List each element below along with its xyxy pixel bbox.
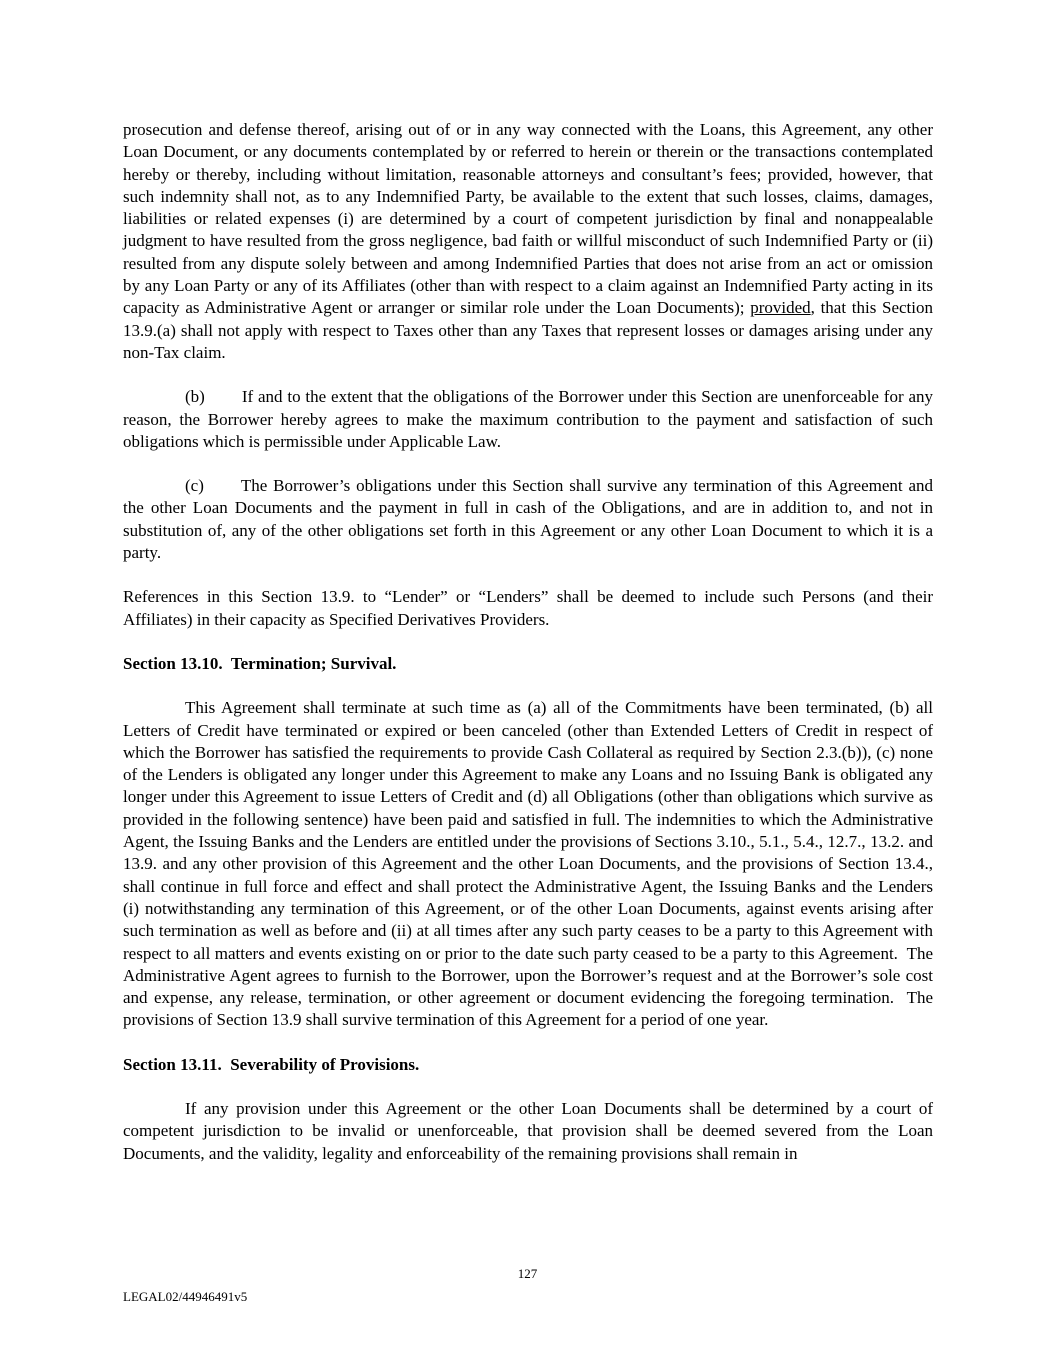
document-id-footer: LEGAL02/44946491v5 xyxy=(123,1289,248,1304)
paragraph-b-text: If and to the extent that the obligations of the Borrower under this Section are unenforceable for any reason, the Borrower hereby agrees to make the maximum contribution to the payment and satisfaction of such obligations which is permissible under Applicable Law. xyxy=(123,387,933,451)
section-heading-13-11: Section 13.11. Severability of Provisions. xyxy=(123,1054,420,1074)
page-content xyxy=(123,119,933,1187)
paragraph-c-label: (c) xyxy=(185,476,204,496)
paragraph-c xyxy=(123,475,933,564)
paragraph-c-text: The Borrower’s obligations under this Section shall survive any termination of this Agreement and the other Loan Documents and the payment in full in cash of the Obligations, and are in addition to, and not in substitution of, any of the other obligations set forth in this Agreement or any other Loan Document to which it is a party. xyxy=(123,476,933,563)
paragraph-references: References in this Section 13.9. to “Lender” or “Lenders” shall be deemed to include such Persons (and their Affiliates) in their capacity as Specified Derivatives Providers. xyxy=(123,587,933,629)
section-heading-13-10: Section 13.10. Termination; Survival. xyxy=(123,653,397,673)
paragraph-termination-body: This Agreement shall terminate at such time as (a) all of the Commitments have been terminated, (b) all Letters of Credit have terminated or expired or been canceled (other than Extended Letters of Credit in respect of which the Borrower has satisfied the requirements to provide Cash Collateral as required by Section 2.3.(b)), (c) none of the Lenders is obligated any longer under this Agreement to make any Loans and no Issuing Bank is obligated any longer under this Agreement to issue Letters of Credit and (d) all Obligations (other than obligations which survive as provided in the following sentence) have been paid and satisfied in full. The indemnities to which the Administrative Agent, the Issuing Banks and the Lenders are entitled under the provisions of Sections 3.10., 5.1., 5.4., 12.7., 13.2. and 13.9. and any other provision of this Agreement and the other Loan Documents, and the provisions of Section 13.4., shall continue in full force and effect and shall protect the Administrative Agent, the Issuing Banks and the Lenders (i) notwithstanding any termination of this Agreement, or of the other Loan Documents, against events arising after such termination as well as before and (ii) at all times after any such party ceases to be a party to this Agreement with respect to all matters and events existing on or prior to the date such party ceased to be a party to this Agreement. The Administrative Agent agrees to furnish to the Borrower, upon the Borrower’s request and at the Borrower’s sole cost and expense, any release, termination, or other agreement or document evidencing the foregoing termination. The provisions of Section 13.9 shall survive termination of this Agreement for a period of one year. xyxy=(123,698,933,1030)
paragraph-text: , that this Section 13.9.(a) shall not apply with respect to Taxes other than any Taxes that represent losses or damages arising under any non-Tax claim. xyxy=(123,298,934,362)
paragraph-severability-body: If any provision under this Agreement or the other Loan Documents shall be determined by a court of competent jurisdiction to be invalid or unenforceable, that provision shall be deemed severed from the Loan Documents, and the validity, legality and enforceability of the remaining provisions shall remain in xyxy=(123,1098,933,1163)
page-number: 127 xyxy=(517,1266,538,1281)
underlined-text: provided xyxy=(750,298,811,318)
paragraph-text: prosecution and defense thereof, arising out of or in any way connected with the Loans, this Agreement, any other Loan Document, or any documents contemplated by or referred to herein or therein or the transactions contemplated hereby or thereby, including without limitation, reasonable attorneys and consultant’s fees; provided, however, that such indemnity shall not, as to any Indemnified Party, be available to the extent that such losses, claims, damages, liabilities or related expenses (i) are determined by a court of competent jurisdiction by final and nonappealable judgment to have resulted from the gross negligence, bad faith or willful misconduct of such Indemnified Party or (ii) resulted from any dispute solely between and among Indemnified Parties that does not arise from an act or omission by any Loan Party or any of its Affiliates (other than with respect to a claim against an Indemnified Party acting in its capacity as Administrative Agent or arranger or similar role under the Loan Documents); xyxy=(123,120,933,318)
paragraph-continuation xyxy=(123,119,933,364)
paragraph-b xyxy=(123,386,933,453)
paragraph-b-label: (b) xyxy=(185,387,205,407)
